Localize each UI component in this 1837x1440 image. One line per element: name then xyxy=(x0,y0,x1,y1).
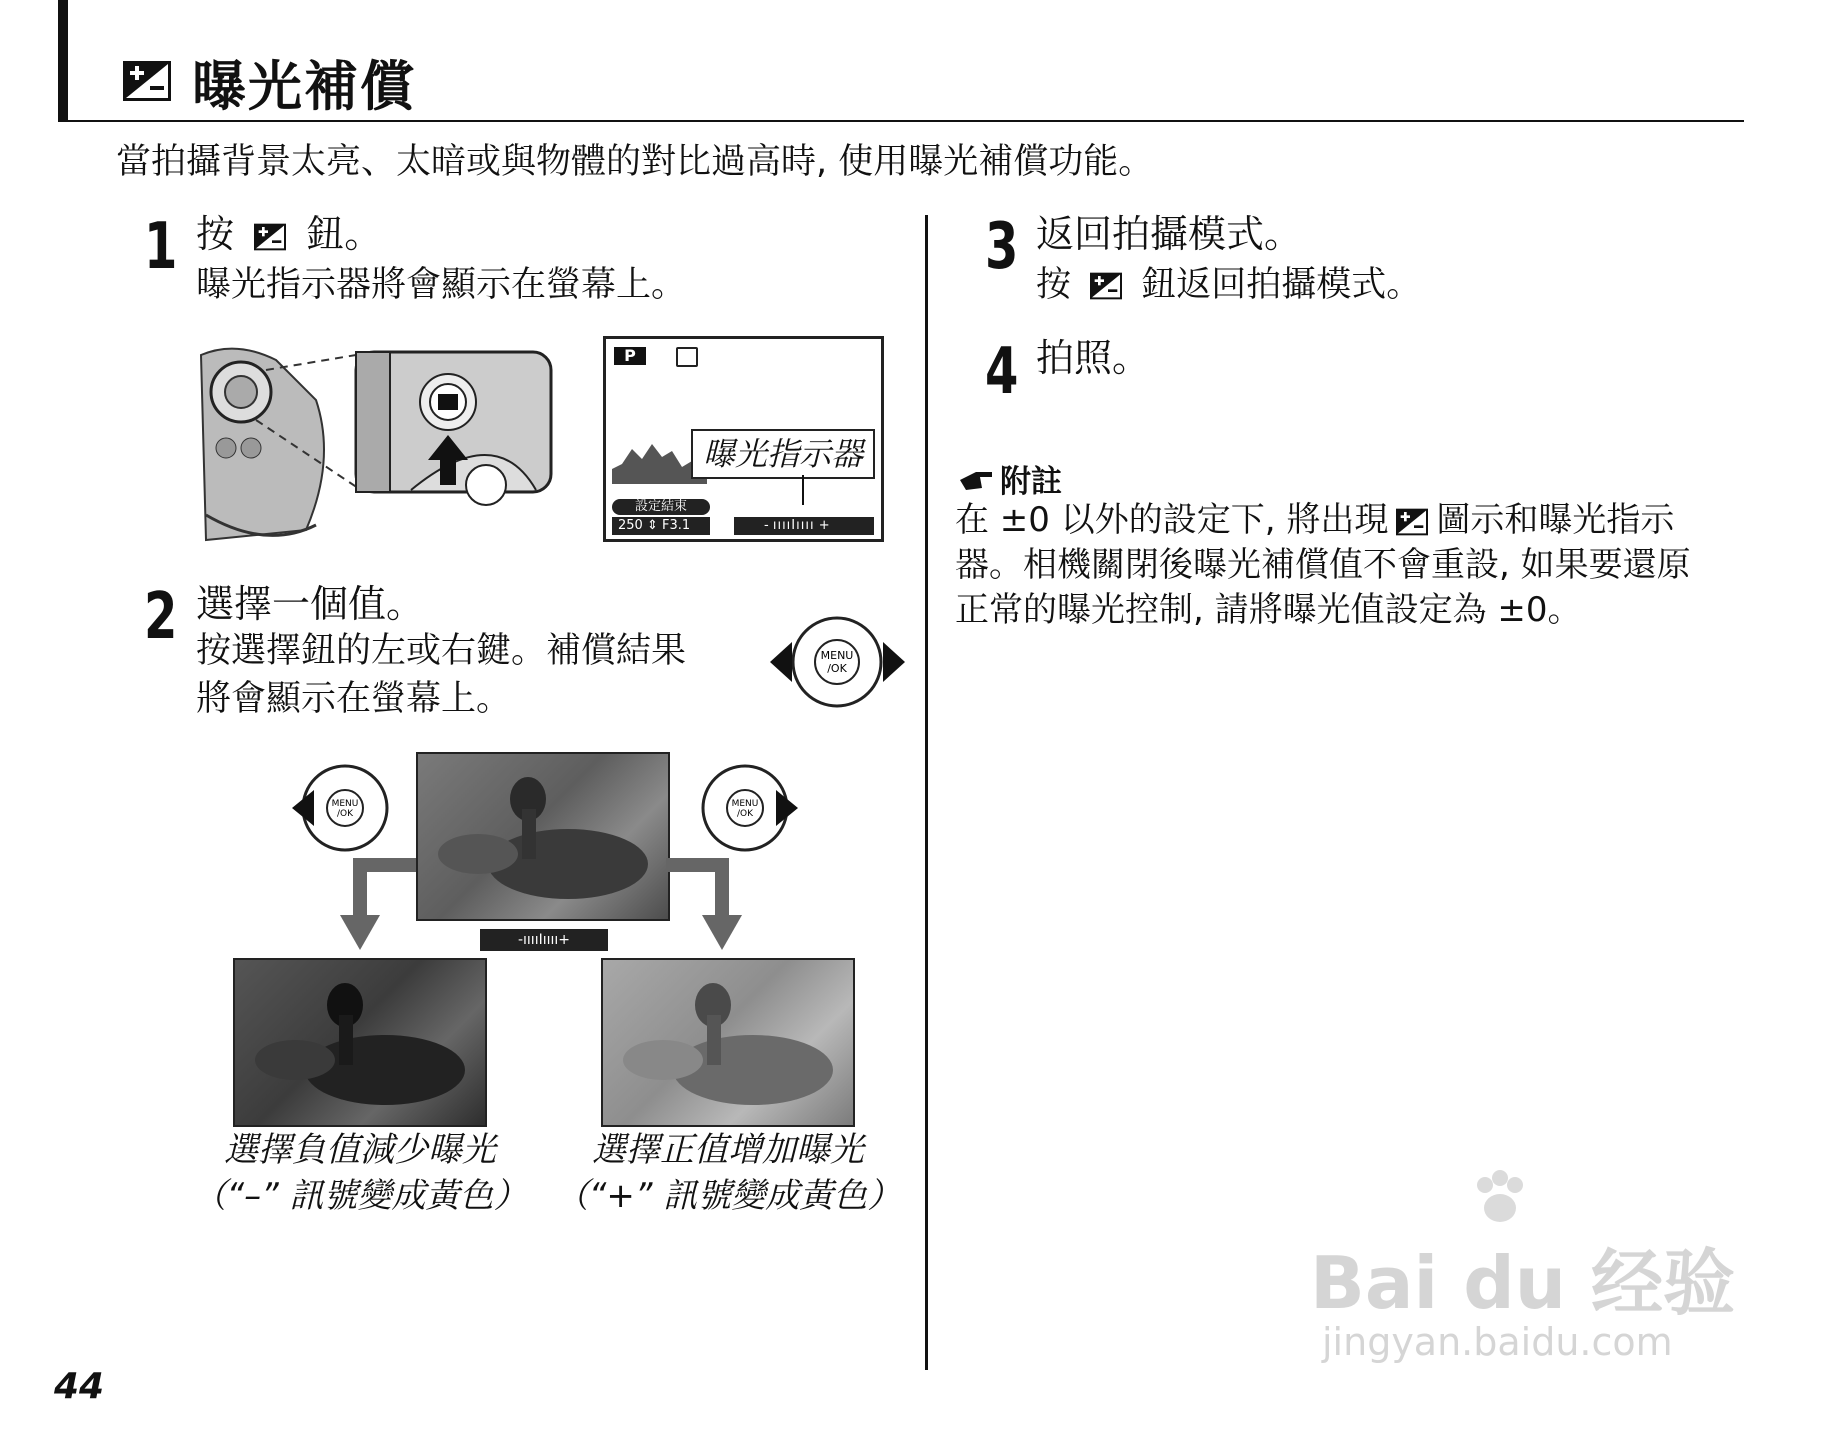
selector-dial-right-icon xyxy=(700,758,800,858)
exposure-compensation-icon xyxy=(1088,272,1124,300)
selector-dial-icon xyxy=(770,612,905,712)
svg-text:/OK: /OK xyxy=(827,662,847,675)
page-title: 曝光補償 xyxy=(192,55,416,118)
duck-photo-darker xyxy=(233,958,487,1127)
exposure-compensation-icon xyxy=(252,223,288,251)
exposure-compensation-icon xyxy=(122,60,172,102)
watermark-brand: Bai du 经验 xyxy=(1310,1241,1736,1325)
step-2-body-line1: 按選擇鈕的左或右鍵。補償結果 xyxy=(196,631,687,671)
caption-positive: 選擇正值增加曝光 （“+” 訊號變成黃色） xyxy=(554,1130,902,1216)
watermark-url: jingyan.baidu.com xyxy=(1322,1320,1673,1364)
step-2-body-line2: 將會顯示在螢幕上。 xyxy=(196,679,512,719)
column-divider xyxy=(925,215,928,1370)
mode-badge: P xyxy=(614,347,646,365)
step-4-number: 4 xyxy=(985,335,1019,409)
selector-dial-left-icon xyxy=(290,758,390,858)
step-1-title: 按 鈕。 xyxy=(196,212,383,256)
intro-text: 當拍攝背景太亮、太暗或與物體的對比過高時, 使用曝光補償功能。 xyxy=(116,142,1154,182)
metering-icon xyxy=(676,347,698,367)
svg-text:MENU: MENU xyxy=(331,799,359,809)
svg-text:MENU: MENU xyxy=(820,649,854,662)
page-number: 44 xyxy=(54,1366,105,1407)
step-3-number: 3 xyxy=(985,210,1019,284)
camera-illustration xyxy=(196,340,556,550)
svg-text:/OK: /OK xyxy=(336,809,354,819)
set-done-label: 設定結束 xyxy=(612,499,710,515)
step-4-title: 拍照。 xyxy=(1036,336,1151,380)
lcd-screen xyxy=(603,336,884,542)
paw-icon xyxy=(1470,1170,1530,1230)
step-2-number: 2 xyxy=(144,580,178,654)
step-3-body: 按 鈕返回拍攝模式。 xyxy=(1036,265,1422,305)
exposure-compensation-icon xyxy=(1394,508,1430,536)
exposure-scale: -ııııIıııı+ xyxy=(480,929,608,951)
duck-photo-brighter xyxy=(601,958,855,1127)
indicator-callout: 曝光指示器 xyxy=(691,429,875,479)
svg-text:/OK: /OK xyxy=(736,809,754,819)
pointing-hand-icon xyxy=(958,466,994,492)
step-3-title: 返回拍攝模式。 xyxy=(1036,212,1303,256)
step-1-number: 1 xyxy=(144,210,178,284)
branch-arrows xyxy=(330,855,750,955)
note-body: 在 ±0 以外的設定下, 將出現 圖示和曝光指示 器。相機關閉後曝光補償值不會重設, 如果要還原 正常的曝光控制, 請將曝光值設定為 ±0。 xyxy=(955,500,1691,630)
step-1-body: 曝光指示器將會顯示在螢幕上。 xyxy=(196,265,687,305)
caption-negative: 選擇負值減少曝光 （“–” 訊號變成黃色） xyxy=(192,1130,528,1216)
exposure-scale: - ııııIıııı + xyxy=(734,517,874,535)
callout-leader xyxy=(802,475,804,505)
step-2-title: 選擇一個值。 xyxy=(196,582,425,626)
note-title: 附註 xyxy=(1000,464,1062,500)
exposure-readout: 250 ⇕ F3.1 xyxy=(612,517,710,535)
title-accent-bar xyxy=(58,0,68,122)
svg-text:MENU: MENU xyxy=(731,799,759,809)
